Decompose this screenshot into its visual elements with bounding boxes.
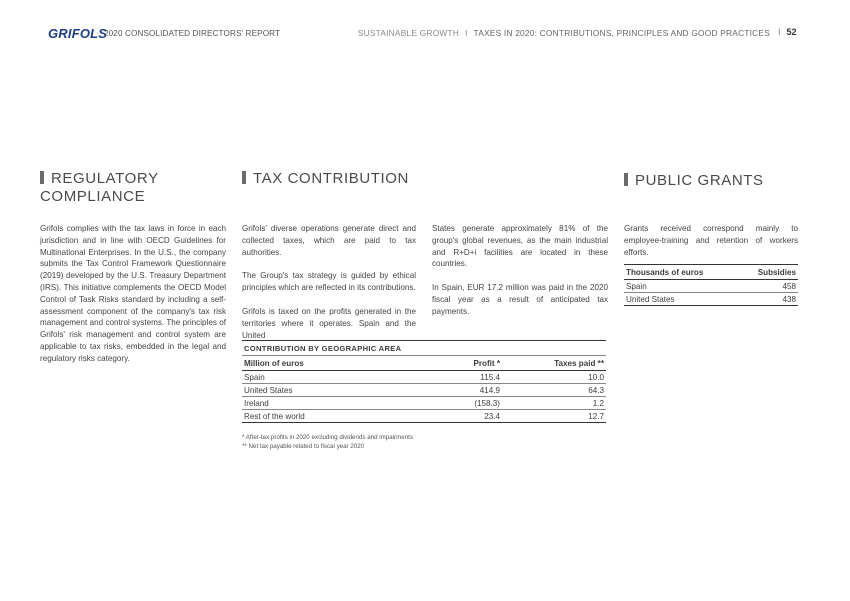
section-marker	[624, 173, 628, 186]
tax-title-text: TAX CONTRIBUTION	[253, 170, 409, 187]
breadcrumb-separator: I	[465, 28, 468, 38]
column-header: Million of euros	[242, 356, 419, 371]
public-grants-title	[624, 172, 764, 190]
geographic-contribution-table	[242, 340, 606, 423]
tax-paragraph-2: The Group's tax strategy is guided by ethical principles which are reflected in its contributions.	[242, 271, 416, 293]
table-cell: Rest of the world	[242, 410, 419, 423]
regulatory-title-line2: COMPLIANCE	[40, 188, 146, 205]
table-cell: United States	[624, 293, 739, 306]
section-marker	[40, 171, 44, 184]
grifols-logo: GRIFOLS	[48, 26, 108, 41]
page-number	[778, 27, 797, 37]
table-cell: Spain	[242, 371, 419, 384]
tax-contribution-title	[242, 170, 409, 188]
table-caption: CONTRIBUTION BY GEOGRAPHIC AREA	[242, 341, 606, 356]
tax-text-column-1	[242, 223, 416, 341]
public-grants-table	[624, 264, 798, 306]
table-cell: 438	[739, 293, 798, 306]
column-header: Taxes paid **	[502, 356, 606, 371]
tax-paragraph-5: In Spain, EUR 17.2 million was paid in the 2020 fiscal year as a result of anticipated tax payments.	[432, 283, 608, 316]
grants-table-wrap	[624, 264, 798, 306]
grants-paragraph: Grants received correspond mainly to employee-training and retention of workers efforts.	[624, 224, 798, 257]
table-row	[624, 280, 798, 293]
report-title: 2020 CONSOLIDATED DIRECTORS' REPORT	[104, 29, 281, 38]
table-cell: 115.4	[419, 371, 502, 384]
regulatory-paragraph: Grifols complies with the tax laws in force in each jurisdiction and in line with OECD Guidelines for Multinational Enterprises. In the U.S., the company submits the Tax Control Framework Questionnaire (2019) developed by the U.S. Treasury Department (IRS). This initiative complements the OECD Model Control of Task Risks standard by including a self-assessment component of the company's tax risk management and control systems. The principles of Grifols' risk management and control system are applicable to tax risks, embedded in the legal and regulatory risks category.	[40, 224, 226, 363]
regulatory-compliance-title	[40, 170, 159, 206]
tax-paragraph-4: States generate approximately 81% of the group's global revenues, as the main industrial and R+D+i facilities are located in these countries.	[432, 224, 608, 269]
page-number-value: 52	[786, 27, 797, 37]
table-row	[624, 293, 798, 306]
column-header: Subsidies	[739, 265, 798, 280]
page-separator: I	[778, 27, 781, 37]
table-row	[242, 371, 606, 384]
tax-text-column-2	[432, 223, 608, 318]
regulatory-title-line1: REGULATORY	[51, 170, 159, 187]
table-cell: (158.3)	[419, 397, 502, 410]
table-caption-row	[242, 341, 606, 356]
table-row	[242, 384, 606, 397]
table-cell: Spain	[624, 280, 739, 293]
column-header: Profit *	[419, 356, 502, 371]
table-cell: 64.3	[502, 384, 606, 397]
column-header: Thousands of euros	[624, 265, 739, 280]
table-cell: 1.2	[502, 397, 606, 410]
table-cell: United States	[242, 384, 419, 397]
breadcrumb	[358, 28, 770, 38]
table-cell: Ireland	[242, 397, 419, 410]
breadcrumb-subsection[interactable]: TAXES IN 2020: CONTRIBUTIONS, PRINCIPLES AND GOOD PRACTICES	[473, 28, 770, 38]
table-row	[242, 397, 606, 410]
regulatory-text-column	[40, 223, 226, 365]
table-cell: 458	[739, 280, 798, 293]
grants-text-column	[624, 223, 798, 258]
table-header-row	[624, 265, 798, 280]
tax-paragraph-3: Grifols is taxed on the profits generated in the territories where it operates. Spain and the United	[242, 306, 416, 340]
table-cell: 12.7	[502, 410, 606, 423]
table-cell: 10.0	[502, 371, 606, 384]
table-cell: 414.9	[419, 384, 502, 397]
footnote-profit: * After-tax profits in 2020 excluding dividends and impairments	[242, 434, 413, 441]
table-footnotes	[242, 433, 606, 451]
table-cell: 23.4	[419, 410, 502, 423]
tax-paragraph-1: Grifols' diverse operations generate direct and collected taxes, which are paid to tax authorities.	[242, 224, 416, 257]
grants-title-text: PUBLIC GRANTS	[635, 172, 764, 189]
table-header-row	[242, 356, 606, 371]
footnote-taxes: ** Net tax payable related to fiscal year 2020	[242, 443, 365, 450]
geographic-contribution-table-wrap	[242, 340, 606, 451]
breadcrumb-section[interactable]: SUSTAINABLE GROWTH	[357, 28, 459, 38]
section-marker	[242, 171, 246, 184]
table-row	[242, 410, 606, 423]
